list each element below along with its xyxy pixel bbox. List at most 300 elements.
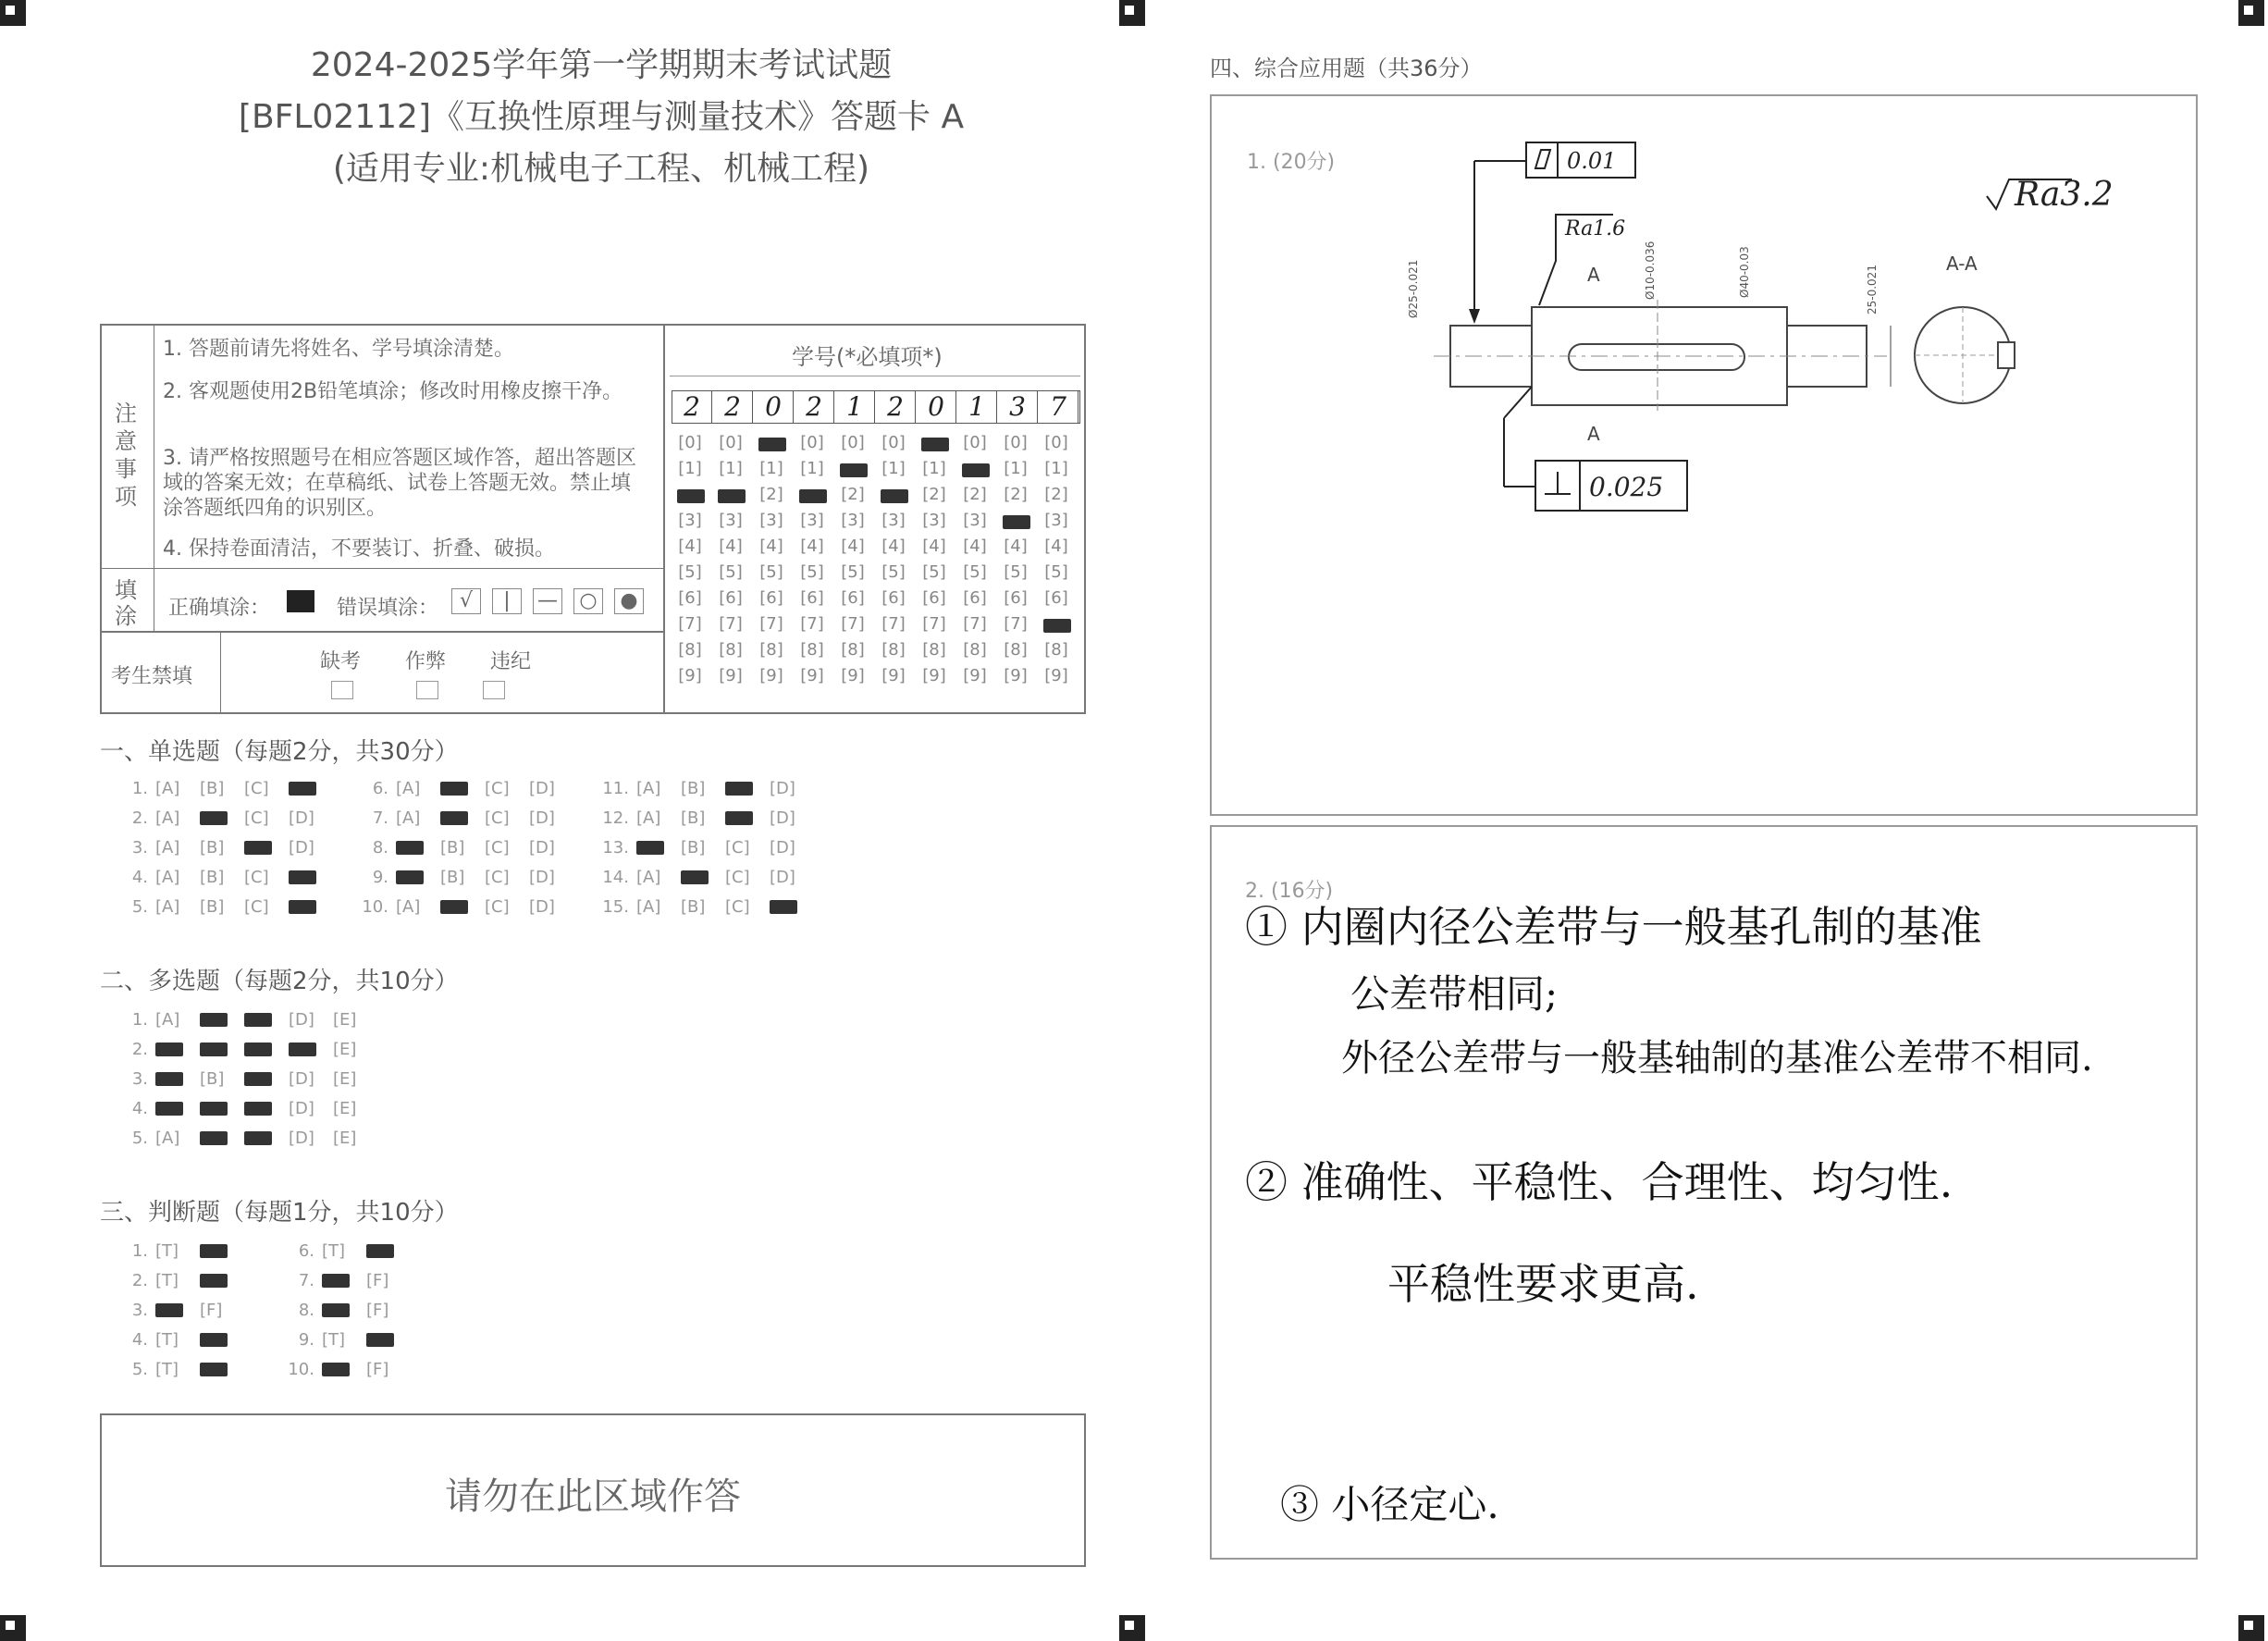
answer-bubble[interactable]: [D] [289,1010,314,1030]
answer-bubble[interactable]: [B] [200,897,225,917]
answer-bubble[interactable]: [D] [289,838,314,858]
wrong-mark-dash: — [533,588,562,614]
student-id-digit: 1 [835,391,875,423]
student-id-bubble-filled[interactable] [881,489,908,503]
answer-bubble[interactable]: [E] [333,1129,357,1148]
student-id-digit: 2 [713,391,753,423]
answer-bubble-filled[interactable] [366,1244,394,1258]
answer-bubble[interactable]: [E] [333,1040,357,1059]
student-id-bubble[interactable]: [5] [1004,562,1028,582]
answer-bubble-filled[interactable] [244,1131,272,1145]
answer-bubble[interactable]: [D] [529,779,555,798]
answer-bubble[interactable]: [D] [529,808,555,828]
student-id-bubble[interactable]: [6] [1004,588,1028,608]
student-id-bubble[interactable]: [3] [841,511,865,530]
student-id-bubble-filled[interactable] [799,489,827,503]
student-id-bubble[interactable]: [1] [922,459,946,478]
student-id-bubble[interactable]: [8] [963,640,987,660]
student-id-bubble[interactable]: [0] [800,433,824,452]
answer-bubble[interactable]: [D] [770,808,795,828]
student-id-bubble[interactable]: [4] [678,537,702,556]
student-id-bubble[interactable]: [9] [881,666,906,685]
student-id-digit: 0 [754,391,794,423]
answer-bubble-filled[interactable] [244,1072,272,1086]
question-number: 1. [131,1241,148,1261]
answer-bubble[interactable]: [F] [366,1271,389,1290]
flatness-value: 0.01 [1567,148,1617,174]
student-id-bubble[interactable]: [3] [800,511,824,530]
q1-panel [1210,94,2198,816]
answer-bubble[interactable]: [D] [289,1069,314,1089]
student-id-bubble[interactable]: [8] [759,640,783,660]
answer-bubble-filled[interactable] [200,1244,228,1258]
note-4: 4. 保持卷面清洁，不要装订、折叠、破损。 [163,537,555,561]
student-id-bubble[interactable]: [4] [881,537,906,556]
q2-answer-line-4: ② 准确性、平稳性、合理性、均匀性. [1245,1157,1954,1207]
student-id-bubble[interactable]: [8] [1044,640,1068,660]
q1-label: 1. (20分) [1247,151,1336,174]
single-choice-grid [111,779,869,936]
student-id-bubble-filled[interactable] [1043,619,1071,633]
student-id-bubble-filled[interactable] [962,463,990,477]
student-id-bubble[interactable]: [3] [922,511,946,530]
student-id-bubble-grid [670,433,1080,701]
absent-label: 缺考 [320,650,362,673]
student-id-bubble[interactable]: [5] [800,562,824,582]
student-id-digit: 2 [672,391,712,423]
answer-bubble[interactable]: [A] [155,897,180,917]
student-id-bubble[interactable]: [9] [1044,666,1068,685]
answer-bubble[interactable]: [A] [636,779,661,798]
note-3: 3. 请严格按照题号在相应答题区域作答，超出答题区域的答案无效；在草稿纸、试卷上答题无效。禁止填涂答题纸四角的识别区。 [163,447,636,520]
student-id-bubble[interactable]: [6] [719,588,743,608]
answer-bubble[interactable]: [C] [485,838,510,858]
answer-bubble[interactable]: [C] [244,808,269,828]
question-number: 9. [298,1330,314,1350]
student-id-bubble[interactable]: [5] [759,562,783,582]
student-id-bubble[interactable]: [1] [719,459,743,478]
answer-bubble[interactable]: [E] [333,1099,357,1118]
student-id-bubble[interactable]: [5] [841,562,865,582]
answer-bubble-filled[interactable] [322,1303,350,1317]
student-id-bubble[interactable]: [3] [719,511,743,530]
student-id-bubble[interactable]: [4] [1044,537,1068,556]
question-number: 10. [288,1360,314,1379]
student-id-bubble[interactable]: [9] [678,666,702,685]
student-id-bubble[interactable]: [5] [963,562,987,582]
answer-bubble[interactable]: [A] [155,838,180,858]
student-id-digit: 2 [876,391,916,423]
student-id-bubble[interactable]: [2] [922,485,946,504]
answer-bubble[interactable]: [T] [322,1330,346,1350]
student-id-bubble[interactable]: [8] [881,640,906,660]
answer-bubble[interactable]: [D] [529,897,555,917]
answer-bubble-filled[interactable] [155,1072,183,1086]
q2-answer-line-5: 平稳性要求更高. [1387,1259,1699,1309]
answer-bubble-filled[interactable] [396,870,424,884]
answer-bubble[interactable]: [B] [681,897,706,917]
student-id-bubble[interactable]: [9] [800,666,824,685]
notes-label: 注意事项 [115,401,137,510]
answer-bubble-filled[interactable] [770,900,797,914]
student-id-bubble[interactable]: [7] [759,614,783,634]
student-id-bubble-filled[interactable] [758,438,786,451]
student-id-digit: 0 [917,391,956,423]
student-id-bubble[interactable]: [1] [759,459,783,478]
answer-bubble-filled[interactable] [289,1043,316,1056]
answer-bubble[interactable]: [A] [636,808,661,828]
absent-box[interactable] [331,681,353,699]
student-id-digit: 3 [998,391,1038,423]
answer-bubble-filled[interactable] [725,782,753,796]
student-id-bubble[interactable]: [9] [841,666,865,685]
corner-mark-top-left [0,0,26,26]
answer-bubble[interactable]: [B] [200,868,225,887]
student-id-bubble[interactable]: [7] [963,614,987,634]
answer-bubble[interactable]: [E] [333,1010,357,1030]
answer-bubble-filled[interactable] [244,1013,272,1027]
student-id-digit: 1 [957,391,997,423]
fill-label: 填涂 [115,577,137,629]
question-number: 7. [298,1271,314,1290]
answer-bubble[interactable]: [D] [529,868,555,887]
student-id-bubble[interactable]: [5] [922,562,946,582]
violation-box[interactable] [483,681,505,699]
answer-bubble[interactable]: [C] [485,868,510,887]
wrong-fill-label: 错误填涂： [337,597,439,620]
student-id-bubble[interactable]: [1] [678,459,702,478]
student-id-bubble[interactable]: [0] [881,433,906,452]
student-id-bubble[interactable]: [7] [719,614,743,634]
student-id-bubble-filled[interactable] [1003,515,1030,529]
student-id-bubble[interactable]: [0] [963,433,987,452]
answer-bubble[interactable]: [B] [200,779,225,798]
student-id-bubble[interactable]: [7] [678,614,702,634]
student-id-bubble[interactable]: [4] [759,537,783,556]
multi-choice-title: 二、多选题（每题2分，共10分） [100,968,459,995]
q2-answer-line-2: 公差带相同; [1350,971,1559,1017]
q2-label: 2. (16分) [1245,880,1334,903]
student-id-bubble[interactable]: [8] [800,640,824,660]
student-id-bubble[interactable]: [9] [963,666,987,685]
cheat-box[interactable] [416,681,438,699]
answer-bubble-filled[interactable] [725,811,753,825]
student-id-bubble[interactable]: [5] [1044,562,1068,582]
answer-bubble[interactable]: [A] [636,897,661,917]
answer-bubble[interactable]: [E] [333,1069,357,1089]
answer-bubble-filled[interactable] [200,1043,228,1056]
dim-main-diameter: Ø40-0.03 [1738,246,1751,298]
student-id-bubble[interactable]: [6] [759,588,783,608]
question-number: 7. [372,808,388,828]
student-id-bubble-filled[interactable] [677,489,705,503]
student-id-digit: 2 [795,391,834,423]
question-number: 4. [131,1330,148,1350]
answer-bubble[interactable]: [A] [396,808,421,828]
student-id-bubble[interactable]: [3] [678,511,702,530]
answer-bubble[interactable]: [T] [155,1360,179,1379]
answer-bubble-filled[interactable] [155,1303,183,1317]
question-number: 4. [131,868,148,887]
answer-bubble[interactable]: [F] [200,1301,223,1320]
judge-grid [111,1241,425,1399]
section-aa-label: A-A [1946,253,1978,275]
answer-bubble[interactable]: [F] [366,1301,389,1320]
answer-bubble-filled[interactable] [396,841,424,855]
student-id-bubble[interactable]: [6] [678,588,702,608]
student-id-bubble[interactable]: [7] [800,614,824,634]
answer-bubble[interactable]: [C] [244,779,269,798]
answer-bubble-filled[interactable] [244,1102,272,1116]
question-number: 3. [131,838,148,858]
correct-fill-sample [287,590,314,612]
corner-mark-top-center [1119,0,1145,26]
cheat-label: 作弊 [405,650,447,673]
answer-bubble[interactable]: [A] [155,779,180,798]
answer-bubble[interactable]: [B] [681,779,706,798]
answer-bubble-filled[interactable] [200,1013,228,1027]
student-id-bubble[interactable]: [0] [1044,433,1068,452]
answer-bubble[interactable]: [D] [770,779,795,798]
corner-mark-bottom-center [1119,1615,1145,1641]
student-id-bubble[interactable]: [8] [719,640,743,660]
student-id-bubble[interactable]: [0] [1004,433,1028,452]
answer-bubble-filled[interactable] [155,1043,183,1056]
question-number: 15. [602,897,629,917]
answer-bubble-filled[interactable] [322,1363,350,1376]
answer-bubble[interactable]: [C] [725,838,750,858]
question-number: 3. [131,1301,148,1320]
answer-bubble[interactable]: [C] [485,808,510,828]
question-number: 4. [131,1099,148,1118]
answer-bubble[interactable]: [C] [244,897,269,917]
answer-bubble-filled[interactable] [200,1363,228,1376]
answer-bubble-filled[interactable] [440,782,468,796]
student-id-bubble[interactable]: [2] [1044,485,1068,504]
student-id-bubble[interactable]: [9] [719,666,743,685]
answer-bubble[interactable]: [D] [770,838,795,858]
student-id-bubble[interactable]: [1] [800,459,824,478]
student-id-bubble[interactable]: [2] [1004,485,1028,504]
answer-bubble[interactable]: [A] [155,808,180,828]
student-id-bubble[interactable]: [0] [678,433,702,452]
student-id-bubble-filled[interactable] [718,489,746,503]
student-id-bubble[interactable]: [9] [1004,666,1028,685]
question-number: 2. [131,1040,148,1059]
student-id-bubble[interactable]: [7] [881,614,906,634]
answer-bubble-filled[interactable] [366,1333,394,1347]
q2-answer-line-6: ③ 小径定心. [1280,1482,1499,1527]
q2-answer-line-1: ① 内圈内径公差带与一般基孔制的基准 [1245,902,1982,952]
wrong-fill-samples [451,588,655,614]
student-id-bubble[interactable]: [5] [678,562,702,582]
answer-bubble[interactable]: [T] [155,1330,179,1350]
question-number: 1. [131,1010,148,1030]
student-id-bubble[interactable]: [7] [922,614,946,634]
student-id-bubble[interactable]: [6] [841,588,865,608]
answer-bubble[interactable]: [A] [396,897,421,917]
section-marker-top: A [1587,264,1600,286]
answer-bubble-filled[interactable] [322,1274,350,1288]
question-number: 3. [131,1069,148,1089]
student-id-bubble[interactable]: [3] [881,511,906,530]
question-number: 5. [131,1360,148,1379]
answer-bubble-filled[interactable] [681,870,709,884]
student-id-bubble[interactable]: [4] [1004,537,1028,556]
student-id-bubble[interactable]: [1] [1004,459,1028,478]
student-id-bubble[interactable]: [4] [963,537,987,556]
question-number: 6. [298,1241,314,1261]
multi-choice-grid [111,1010,388,1167]
student-id-bubble-filled[interactable] [921,438,949,451]
student-id-bubble[interactable]: [2] [759,485,783,504]
violation-label: 违纪 [490,650,532,673]
answer-bubble[interactable]: [F] [366,1360,389,1379]
answer-bubble[interactable]: [B] [440,868,465,887]
answer-bubble-filled[interactable] [200,1131,228,1145]
q2-answer-line-3: 外径公差带与一般基轴制的基准公差带不相同. [1341,1037,2093,1080]
answer-bubble[interactable]: [A] [636,868,661,887]
question-number: 5. [131,1129,148,1148]
answer-bubble[interactable]: [D] [289,808,314,828]
answer-bubble[interactable]: [A] [155,868,180,887]
answer-bubble[interactable]: [D] [529,838,555,858]
applicable-majors: (适用专业:机械电子工程、机械工程) [332,150,870,188]
dim-right-diameter: 25-0.021 [1866,265,1879,315]
question-number: 11. [602,779,629,798]
student-id-bubble[interactable]: [7] [841,614,865,634]
answer-bubble-filled[interactable] [200,811,228,825]
student-id-bubble[interactable]: [6] [1044,588,1068,608]
student-id-bubble[interactable]: [6] [800,588,824,608]
answer-bubble-filled[interactable] [440,811,468,825]
answer-bubble[interactable]: [T] [322,1241,346,1261]
student-id-digits [672,390,1080,424]
answer-bubble[interactable]: [C] [244,868,269,887]
student-id-bubble[interactable]: [0] [719,433,743,452]
student-id-bubble[interactable]: [2] [963,485,987,504]
student-id-bubble[interactable]: [1] [881,459,906,478]
student-id-bubble[interactable]: [4] [800,537,824,556]
correct-fill-label: 正确填涂： [168,597,271,620]
student-id-bubble[interactable]: [5] [881,562,906,582]
student-id-bubble[interactable]: [3] [963,511,987,530]
answer-bubble[interactable]: [D] [289,1099,314,1118]
answer-bubble-filled[interactable] [244,1043,272,1056]
answer-bubble-filled[interactable] [155,1102,183,1116]
student-id-bubble[interactable]: [4] [841,537,865,556]
answer-bubble-filled[interactable] [200,1102,228,1116]
answer-bubble[interactable]: [B] [681,808,706,828]
part4-title: 四、综合应用题（共36分） [1210,56,1483,81]
answer-bubble[interactable]: [A] [155,1129,180,1148]
q2-panel [1210,825,2198,1560]
wrong-mark-bar: | [492,588,522,614]
answer-bubble-filled[interactable] [200,1333,228,1347]
answer-bubble[interactable]: [C] [725,897,750,917]
answer-bubble[interactable]: [B] [200,838,225,858]
question-number: 9. [372,868,388,887]
question-number: 8. [298,1301,314,1320]
student-id-bubble[interactable]: [7] [1004,614,1028,634]
course-title: [BFL02112]《互换性原理与测量技术》答题卡 A [238,98,965,136]
answer-bubble[interactable]: [D] [770,868,795,887]
answer-bubble[interactable]: [C] [485,897,510,917]
exam-title: 2024-2025学年第一学期期末考试试题 [310,46,893,84]
answer-bubble[interactable]: [B] [200,1069,225,1089]
answer-bubble-filled[interactable] [636,841,664,855]
student-id-bubble[interactable]: [8] [922,640,946,660]
answer-bubble[interactable]: [B] [681,838,706,858]
student-id-bubble[interactable]: [8] [1004,640,1028,660]
question-number: 6. [372,779,388,798]
answer-bubble[interactable]: [B] [440,838,465,858]
answer-bubble[interactable]: [C] [725,868,750,887]
student-id-bubble-filled[interactable] [840,463,868,477]
question-number: 1. [131,779,148,798]
wrong-mark-circle: ○ [573,588,603,614]
note-2: 2. 客观题使用2B铅笔填涂；修改时用橡皮擦干净。 [163,380,623,403]
answer-bubble-filled[interactable] [200,1274,228,1288]
answer-bubble[interactable]: [A] [155,1010,180,1030]
corner-mark-top-right [2238,0,2264,26]
answer-bubble-filled[interactable] [244,841,272,855]
answer-bubble[interactable]: [C] [485,779,510,798]
no-answer-text: 请勿在此区域作答 [445,1475,741,1518]
student-id-bubble[interactable]: [0] [841,433,865,452]
answer-bubble-filled[interactable] [289,900,316,914]
roughness-main-value: Ra3.2 [2015,176,2114,214]
wrong-mark-check: √ [451,588,481,614]
student-id-bubble[interactable]: [1] [1044,459,1068,478]
student-id-bubble[interactable]: [3] [759,511,783,530]
question-number: 2. [131,1271,148,1290]
question-number: 12. [602,808,629,828]
student-id-bubble[interactable]: [6] [963,588,987,608]
student-id-bubble[interactable]: [9] [759,666,783,685]
wrong-mark-dot: ● [614,588,644,614]
answer-bubble[interactable]: [T] [155,1271,179,1290]
question-number: 5. [131,897,148,917]
dim-key-width: Ø10-0.036 [1644,241,1657,300]
student-id-bubble[interactable]: [5] [719,562,743,582]
answer-bubble-filled[interactable] [440,900,468,914]
question-number: 2. [131,808,148,828]
student-id-bubble[interactable]: [8] [841,640,865,660]
student-id-label: 学号(*必填项*) [792,344,943,370]
info-box [100,324,1086,714]
student-id-bubble[interactable]: [8] [678,640,702,660]
perp-value: 0.025 [1589,472,1664,502]
student-id-bubble[interactable]: [6] [881,588,906,608]
corner-mark-bottom-left [0,1615,26,1641]
student-id-bubble[interactable]: [3] [1044,511,1068,530]
answer-bubble[interactable]: [A] [396,779,421,798]
answer-bubble[interactable]: [D] [289,1129,314,1148]
student-id-bubble[interactable]: [9] [922,666,946,685]
answer-bubble-filled[interactable] [289,782,316,796]
student-id-bubble[interactable]: [4] [719,537,743,556]
student-id-digit: 7 [1039,391,1079,423]
student-id-bubble[interactable]: [6] [922,588,946,608]
judge-title: 三、判断题（每题1分，共10分） [100,1199,459,1227]
answer-bubble[interactable]: [T] [155,1241,179,1261]
answer-bubble-filled[interactable] [289,870,316,884]
forbidden-label: 考生禁填 [111,665,193,688]
student-id-bubble[interactable]: [2] [841,485,865,504]
student-id-bubble[interactable]: [4] [922,537,946,556]
question-number: 14. [602,868,629,887]
